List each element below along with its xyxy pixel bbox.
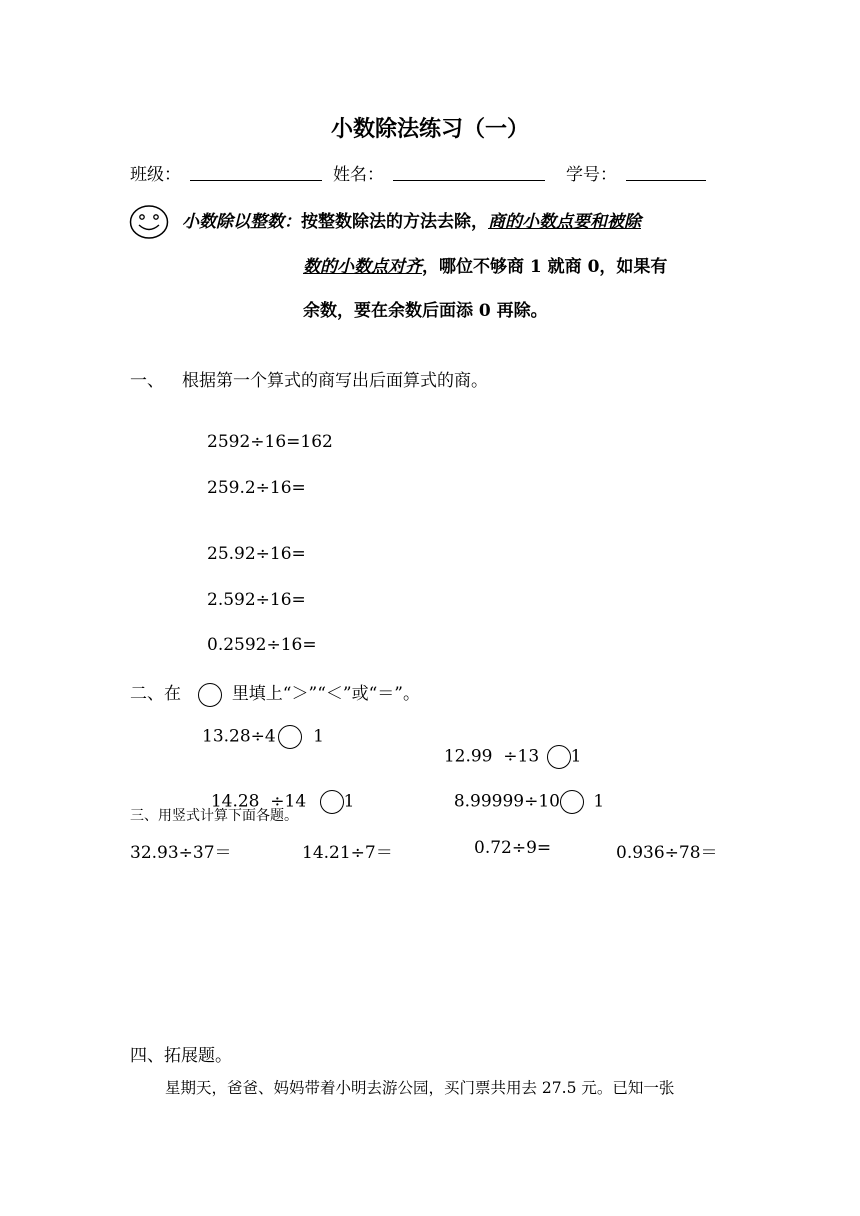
tip-text-1: 按整数除法的方法去除， bbox=[301, 212, 488, 232]
section1-item-2: 259.2÷16= bbox=[207, 478, 306, 498]
section2-heading-b: 里填上“＞”“＜”或“＝”。 bbox=[231, 684, 420, 704]
compare-circle-2[interactable] bbox=[547, 745, 571, 769]
id-blank bbox=[626, 180, 706, 181]
compare-circle-4[interactable] bbox=[560, 790, 584, 814]
section1-item-4: 2.592÷16= bbox=[207, 590, 306, 610]
section1-item-3: 25.92÷16= bbox=[207, 544, 306, 564]
circle-blank-icon bbox=[198, 683, 222, 707]
tip-keyword: 小数除以整数： bbox=[182, 212, 301, 232]
name-blank bbox=[393, 180, 545, 181]
compare-item-2 bbox=[433, 725, 581, 769]
compare-item-1 bbox=[202, 725, 324, 749]
tip-line-1 bbox=[182, 207, 641, 232]
compare-item-4 bbox=[443, 770, 604, 814]
compare-left-3: 14.28 ÷14 bbox=[210, 791, 312, 812]
compare-right-1: 1 bbox=[307, 726, 324, 747]
tip-line-2 bbox=[303, 252, 667, 277]
section1-item-5: 0.2592÷16= bbox=[207, 635, 317, 655]
section2-heading bbox=[130, 679, 420, 707]
compare-left-4: 8.99999÷10 bbox=[453, 791, 560, 812]
compare-right-4: 1 bbox=[588, 791, 605, 812]
tip-line-3: 余数，要在余数后面添 0 再除。 bbox=[303, 301, 548, 321]
class-label: 班级： bbox=[130, 165, 181, 185]
compare-right-3: 1 bbox=[343, 791, 355, 812]
class-blank bbox=[190, 180, 322, 181]
compare-right-2: 1 bbox=[570, 746, 582, 767]
compare-circle-3[interactable] bbox=[320, 790, 344, 814]
section1-item-1: 2592÷16=162 bbox=[207, 432, 333, 452]
section3-item-3: 0.72÷9= bbox=[474, 838, 552, 858]
compare-left-1: 13.28÷4 bbox=[202, 726, 276, 747]
section2-heading-a: 二、在 bbox=[130, 684, 181, 704]
section3-item-1: 32.93÷37＝ bbox=[130, 843, 232, 863]
tip-text-2: ，哪位不够商 1 就商 0，如果有 bbox=[422, 257, 668, 277]
smiley-face-icon bbox=[129, 204, 169, 240]
section3-heading: 三、用竖式计算下面各题。 bbox=[130, 808, 298, 824]
section1-number: 一、 bbox=[130, 371, 164, 391]
compare-left-2: 12.99 ÷13 bbox=[443, 746, 545, 767]
tip-underlined-1: 商的小数点要和被除 bbox=[488, 212, 641, 232]
page-title: 小数除法练习（一） bbox=[330, 116, 529, 142]
compare-circle-1[interactable] bbox=[278, 725, 302, 749]
name-label: 姓名： bbox=[333, 165, 384, 185]
section3-item-4: 0.936÷78＝ bbox=[616, 843, 718, 863]
section1-heading: 根据第一个算式的商写出后面算式的商。 bbox=[182, 371, 488, 391]
id-label: 学号： bbox=[566, 165, 617, 185]
tip-underlined-2: 数的小数点对齐 bbox=[303, 257, 422, 277]
section4-text: 星期天，爸爸、妈妈带着小明去游公园，买门票共用去 27.5 元。已知一张 bbox=[165, 1079, 675, 1097]
section3-item-2: 14.21÷7＝ bbox=[302, 843, 393, 863]
section4-heading: 四、拓展题。 bbox=[130, 1046, 232, 1066]
